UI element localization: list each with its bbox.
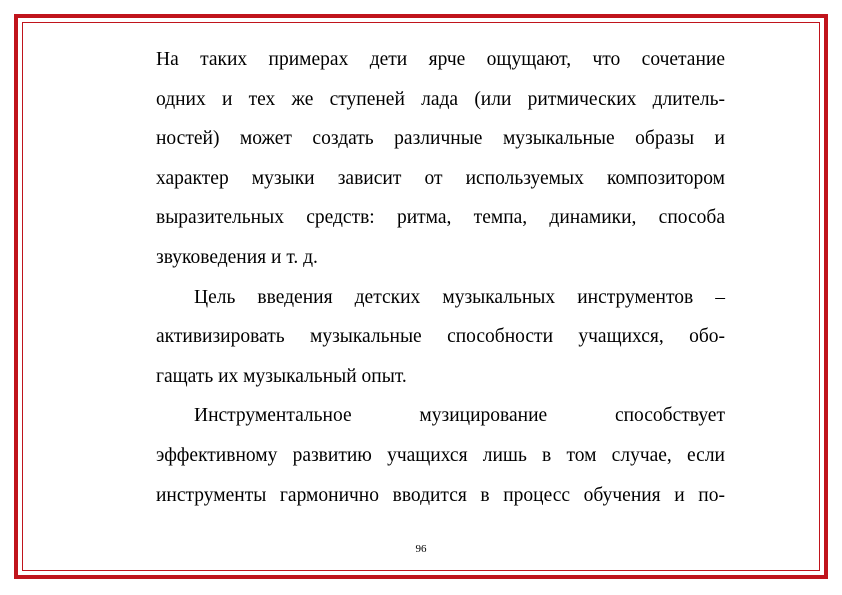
- page-number: 96: [415, 543, 427, 555]
- text-line: эффективному развитию учащихся лишь в том случае, если: [156, 444, 725, 466]
- text-line: активизировать музыкальные способности учащихся, обо-: [156, 326, 725, 348]
- text-line: гащать их музыкальный опыт.: [156, 365, 407, 387]
- text-line: инструменты гармонично вводится в процесс обучения и по-: [156, 484, 725, 506]
- text-line: Инструментальное музицирование способствует: [194, 405, 725, 427]
- text-line: выразительных средств: ритма, темпа, динамики, способа: [156, 207, 725, 229]
- text-line: одних и тех же ступеней лада (или ритмических длитель-: [156, 88, 725, 110]
- text-line: звуковедения и т. д.: [156, 246, 318, 268]
- page-text: [156, 40, 725, 515]
- text-line: На таких примерах дети ярче ощущают, что сочетание: [156, 49, 725, 70]
- text-line: ностей) может создать различные музыкальные образы и: [156, 128, 725, 150]
- text-line: характер музыки зависит от используемых композитором: [156, 167, 725, 189]
- text-line: Цель введения детских музыкальных инструментов –: [194, 286, 725, 308]
